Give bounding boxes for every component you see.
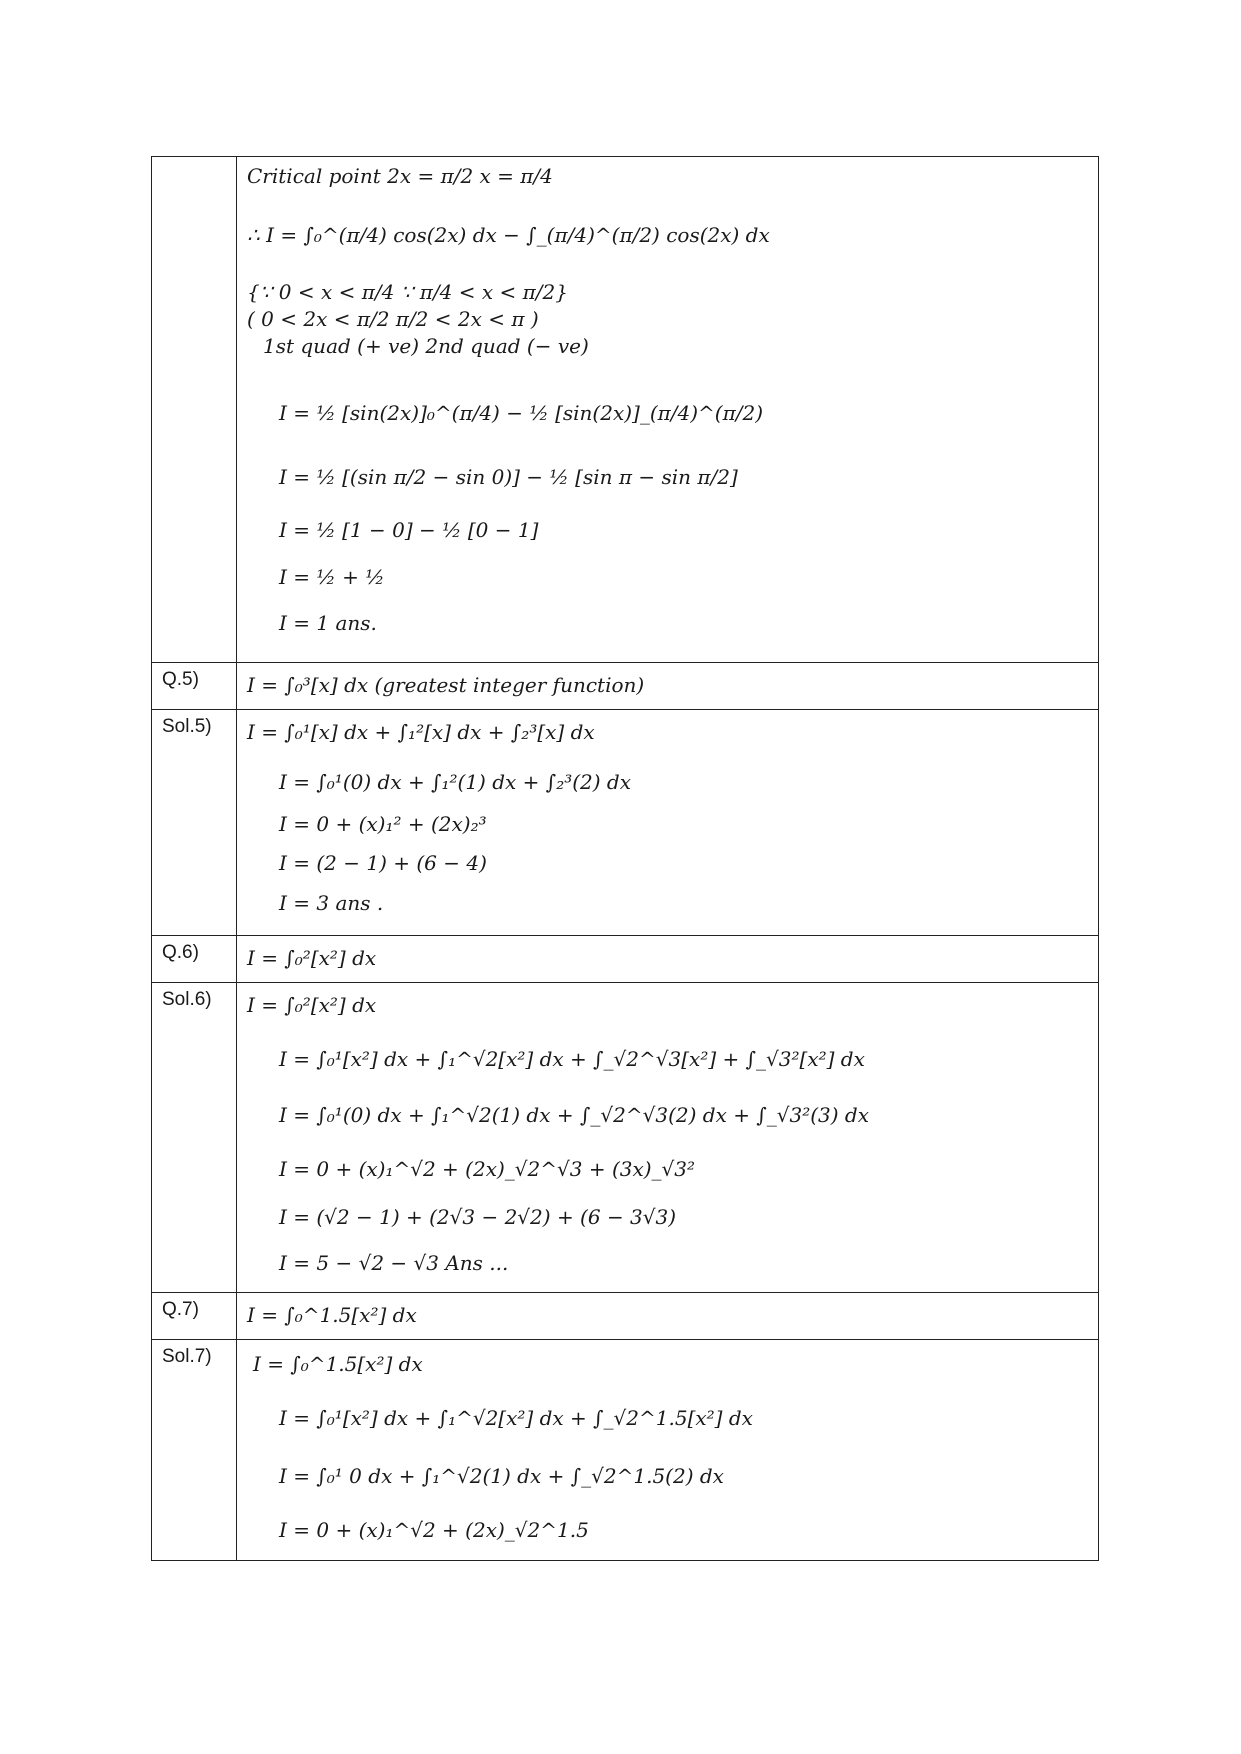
math-line: I = ∫₀²[x²] dx [247, 946, 377, 970]
question-label: Q.5) [152, 663, 237, 710]
table-row [152, 936, 1099, 983]
math-line: I = ∫₀^1.5[x²] dx [247, 1303, 417, 1327]
math-line: I = 0 + (x)₁² + (2x)₂³ [279, 812, 487, 836]
math-line: I = 0 + (x)₁^√2 + (2x)_√2^1.5 [279, 1518, 589, 1542]
math-line: I = ½ + ½ [279, 565, 385, 589]
row-content [237, 710, 1099, 936]
math-line: 1st quad (+ ve) 2nd quad (− ve) [263, 334, 589, 358]
math-line: I = ∫₀¹[x²] dx + ∫₁^√2[x²] dx + ∫_√2^1.5[x²] dx [279, 1406, 753, 1430]
math-line: I = ∫₀^1.5[x²] dx [253, 1352, 423, 1376]
math-line: I = 0 + (x)₁^√2 + (2x)_√2^√3 + (3x)_√3² [279, 1157, 696, 1181]
question-label: Q.7) [152, 1293, 237, 1340]
math-line: I = 3 ans . [279, 891, 384, 915]
math-line: I = 1 ans. [279, 611, 377, 635]
math-line: I = ∫₀¹ 0 dx + ∫₁^√2(1) dx + ∫_√2^1.5(2) dx [279, 1464, 724, 1488]
row-content [237, 663, 1099, 710]
table-row [152, 710, 1099, 936]
math-line: I = (2 − 1) + (6 − 4) [279, 851, 487, 875]
row-content [237, 1340, 1099, 1561]
row-content [237, 1293, 1099, 1340]
table-row [152, 1340, 1099, 1561]
table-row [152, 663, 1099, 710]
math-line: Critical point 2x = π/2 x = π/4 [247, 164, 553, 188]
table-row [152, 1293, 1099, 1340]
table-row [152, 983, 1099, 1293]
solutions-table [151, 156, 1099, 1561]
row-content [237, 983, 1099, 1293]
math-line: {∵ 0 < x < π/4 ∵ π/4 < x < π/2} [247, 280, 568, 304]
math-line: I = ∫₀²[x²] dx [247, 993, 377, 1017]
row-label [152, 157, 237, 663]
math-line: I = ∫₀¹(0) dx + ∫₁^√2(1) dx + ∫_√2^√3(2) dx + ∫_√3²(3) dx [279, 1103, 870, 1127]
solution-label: Sol.7) [152, 1340, 237, 1561]
math-line: I = ½ [1 − 0] − ½ [0 − 1] [279, 518, 539, 542]
math-line: I = ∫₀¹[x] dx + ∫₁²[x] dx + ∫₂³[x] dx [247, 720, 595, 744]
solution-label: Sol.5) [152, 710, 237, 936]
math-line: I = 5 − √2 − √3 Ans ... [279, 1251, 509, 1275]
math-line: I = (√2 − 1) + (2√3 − 2√2) + (6 − 3√3) [279, 1205, 677, 1229]
row-content [237, 936, 1099, 983]
math-line: ( 0 < 2x < π/2 π/2 < 2x < π ) [247, 307, 539, 331]
question-label: Q.6) [152, 936, 237, 983]
math-line: I = ∫₀³[x] dx (greatest integer function) [247, 673, 645, 697]
math-line: I = ∫₀¹(0) dx + ∫₁²(1) dx + ∫₂³(2) dx [279, 770, 631, 794]
math-line: I = ∫₀¹[x²] dx + ∫₁^√2[x²] dx + ∫_√2^√3[x²] + ∫_√3²[x²] dx [279, 1047, 865, 1071]
table-row [152, 157, 1099, 663]
solution-label: Sol.6) [152, 983, 237, 1293]
row-content [237, 157, 1099, 663]
math-line: I = ½ [sin(2x)]₀^(π/4) − ½ [sin(2x)]_(π/4)^(π/2) [279, 401, 764, 425]
math-line: I = ½ [(sin π/2 − sin 0)] − ½ [sin π − sin π/2] [279, 465, 738, 489]
math-line: ∴ I = ∫₀^(π/4) cos(2x) dx − ∫_(π/4)^(π/2) cos(2x) dx [247, 223, 770, 247]
